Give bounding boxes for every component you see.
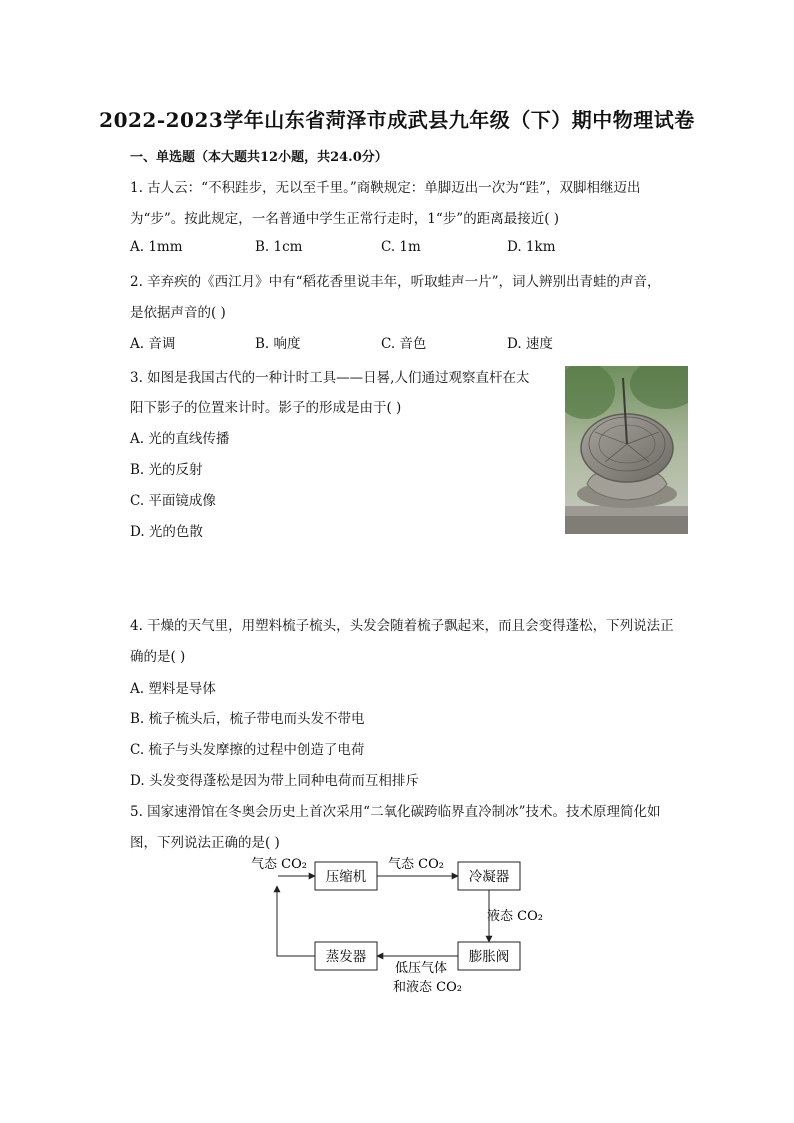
q2-option-c[interactable]: C. 音色 (381, 336, 427, 352)
label-liquid-co2: 液态 CO₂ (487, 909, 543, 924)
q4-option-a[interactable]: A. 塑料是导体 (130, 681, 216, 697)
q4-stem-line2: 确的是( ) (130, 649, 186, 665)
q5-stem-line1: 5. 国家速滑馆在冬奥会历史上首次采用“二氧化碳跨临界直冷制冰”技术。技术原理简化如 (130, 804, 661, 820)
label-gas-co2-in: 气态 CO₂ (251, 857, 307, 872)
compressor-label: 压缩机 (325, 869, 367, 885)
label-and-liquid-co2: 和液态 CO₂ (393, 980, 462, 995)
q3-option-c[interactable]: C. 平面镜成像 (130, 493, 216, 509)
q1-option-d[interactable]: D. 1km (507, 239, 556, 255)
q3-option-a[interactable]: A. 光的直线传播 (130, 431, 230, 447)
q5-stem-line2: 图，下列说法正确的是( ) (130, 835, 280, 851)
q4-stem-line1: 4. 干燥的天气里，用塑料梳子梳头，头发会随着梳子飘起来，而且会变得蓬松，下列说法正 (130, 618, 674, 634)
section-heading: 一、单选题（本大题共12小题，共24.0分） (130, 150, 388, 165)
arrow-return-loop (277, 886, 315, 956)
q2-stem-line1: 2. 辛弃疾的《西江月》中有“稻花香里说丰年，听取蛙声一片”，词人辨别出青蛙的声音， (130, 274, 661, 290)
q1-option-b[interactable]: B. 1cm (255, 239, 303, 255)
q2-option-b[interactable]: B. 响度 (255, 336, 301, 352)
expansion-valve-label: 膨胀阀 (468, 949, 510, 965)
q3-stem-line2: 阳下影子的位置来计时。影子的形成是由于( ) (130, 400, 402, 416)
condenser-label: 冷凝器 (468, 869, 510, 885)
q2-stem-line2: 是依据声音的( ) (130, 305, 226, 321)
evaporator-label: 蒸发器 (325, 949, 367, 965)
q3-stem-line1: 3. 如图是我国古代的一种计时工具——日晷,人们通过观察直杆在太 (130, 370, 530, 386)
q1-stem-line1: 1. 古人云：“不积跬步，无以至千里。”商鞅规定：单脚迈出一次为“跬”，双脚相继迈出 (130, 180, 641, 196)
sundial-photo (565, 366, 688, 534)
co2-refrigeration-diagram (240, 850, 560, 1000)
q1-stem-line2: 为“步”。按此规定，一名普通中学生正常行走时，1“步”的距离最接近( ) (130, 211, 560, 227)
q4-option-c[interactable]: C. 梳子与头发摩擦的过程中创造了电荷 (130, 742, 365, 758)
label-gas-co2-mid: 气态 CO₂ (388, 857, 444, 872)
q1-option-c[interactable]: C. 1m (381, 239, 421, 255)
q3-option-d[interactable]: D. 光的色散 (130, 524, 203, 540)
q1-option-a[interactable]: A. 1mm (130, 239, 183, 255)
q4-option-d[interactable]: D. 头发变得蓬松是因为带上同种电荷而互相排斥 (130, 773, 419, 789)
sundial-illustration (565, 366, 688, 534)
q3-option-b[interactable]: B. 光的反射 (130, 462, 203, 478)
label-low-pressure-gas: 低压气体 (395, 961, 448, 976)
q2-option-d[interactable]: D. 速度 (507, 336, 553, 352)
q4-option-b[interactable]: B. 梳子梳头后，梳子带电而头发不带电 (130, 711, 365, 727)
exam-title: 2022-2023学年山东省菏泽市成武县九年级（下）期中物理试卷 (99, 108, 695, 132)
q2-option-a[interactable]: A. 音调 (130, 336, 176, 352)
